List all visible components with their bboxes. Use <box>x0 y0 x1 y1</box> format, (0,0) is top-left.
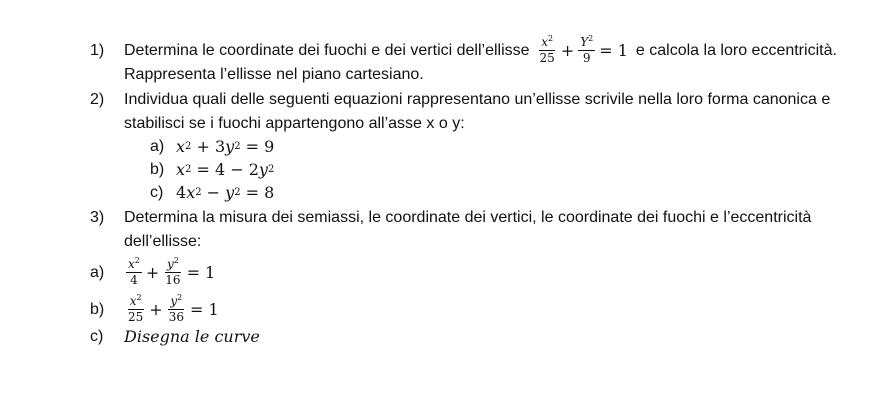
eq-b-var-y: y <box>258 160 268 179</box>
exercise-1-text-before: Determina le coordinate dei fuochi e dei vertici dell’ellisse <box>124 41 530 59</box>
exercise-3-a-fraction-y <box>163 258 182 287</box>
exercise-1-equation <box>536 36 630 65</box>
ex3-b-f1-den: 25 <box>128 310 144 324</box>
exercise-2-line-1 <box>90 90 830 110</box>
ex3-b-equals: = 1 <box>189 299 219 319</box>
exercise-3-a-fraction-x <box>126 258 142 287</box>
exercise-3-line-1 <box>90 208 811 228</box>
ex3-b-f2-den: 36 <box>168 310 184 324</box>
exercise-3-item-c <box>90 327 260 347</box>
ex3-a-f2-den: 16 <box>165 273 181 287</box>
exercise-1-frac1-var: x <box>541 35 549 49</box>
eq-c-rhs: = 8 <box>240 183 275 202</box>
exercise-3-text-1: Determina la misura dei semiassi, le coordinate dei vertici, le coordinate dei fuochi e l’eccentricità <box>124 209 812 226</box>
exercise-3-line-2: dell’ellisse: <box>124 233 202 250</box>
eq-b-mid: = 4 − 2 <box>191 160 259 179</box>
exercise-3-b-fraction-y <box>167 295 186 324</box>
exercise-1-number: 1) <box>90 41 105 59</box>
exercise-2-text-1: Individua quali delle seguenti equazioni rappresentano un’ellisse scrivile nella loro forma canonica e <box>124 91 831 108</box>
exercise-1-frac2-den: 9 <box>582 51 591 65</box>
eq-c-var-y: y <box>225 183 235 202</box>
ex3-b-f2-var: y <box>170 294 178 308</box>
eq-c-coef: 4 <box>176 183 187 202</box>
exercise-2-item-c-equation: 4 x 2 − y 2 = 8 <box>176 183 275 202</box>
eq-a-var-y: y <box>225 137 235 156</box>
eq-c-var-x: x <box>186 183 196 202</box>
exercise-1-frac1-den: 25 <box>539 51 555 65</box>
ex3-a-f1-exp: 2 <box>134 256 140 265</box>
exercise-3-item-b <box>90 295 221 324</box>
exercise-3-item-a <box>90 258 217 287</box>
exercise-2-item-a-label: a) <box>150 138 165 155</box>
exercise-3-item-a-label: a) <box>90 263 105 281</box>
exercise-2-item-b <box>150 160 274 180</box>
exercise-2-line-2: stabilisci se i fuochi appartengono all’asse x o y: <box>124 115 465 132</box>
exercise-3-item-c-label: c) <box>90 328 104 345</box>
ex3-a-f2-var: y <box>166 257 174 271</box>
exercise-1-equals: = 1 <box>599 40 628 60</box>
eq-c-minus: − <box>201 183 226 202</box>
exercise-3-item-c-text: Disegna le curve <box>124 327 260 346</box>
ex3-a-plus: + <box>145 262 160 282</box>
exercise-1-line-1 <box>90 36 837 65</box>
exercise-1-line-2: Rappresenta l’ellisse nel piano cartesiano. <box>124 66 424 83</box>
eq-a-var-x: x <box>176 137 186 156</box>
exercise-2-number: 2) <box>90 91 105 108</box>
exercise-3-item-b-label: b) <box>90 300 105 318</box>
exercise-1-frac2-var: Y <box>580 35 589 49</box>
exercise-2-item-a-equation: x 2 + 3 y 2 = 9 <box>176 137 275 156</box>
exercise-2-item-b-equation: x 2 = 4 − 2 y 2 <box>176 160 275 179</box>
ex3-a-f1-var: x <box>128 257 135 271</box>
ex3-b-f1-var: x <box>129 294 137 308</box>
exercise-3-number: 3) <box>90 209 105 226</box>
exercise-1-fraction-y <box>578 36 595 65</box>
ex3-a-f1-den: 4 <box>130 273 138 287</box>
eq-b-var-x: x <box>176 160 186 179</box>
ex3-b-f1-exp: 2 <box>136 293 142 302</box>
exercise-2-item-a <box>150 137 274 157</box>
ex3-a-f2-exp: 2 <box>173 256 179 265</box>
exercise-2-item-b-label: b) <box>150 161 165 178</box>
exercise-1-text-after: e calcola la loro eccentricità. <box>635 41 837 59</box>
ex3-a-equals: = 1 <box>186 262 216 282</box>
exercise-1-frac2-exp: 2 <box>588 34 594 43</box>
ex3-b-plus: + <box>149 299 163 319</box>
eq-a-coef: + 3 <box>191 137 226 156</box>
exercise-1-fraction-x <box>538 36 557 65</box>
exercise-1-frac1-exp: 2 <box>548 34 554 43</box>
exercise-3-b-fraction-x <box>126 295 145 324</box>
exercise-2-item-c-label: c) <box>150 184 164 201</box>
eq-a-rhs: = 9 <box>240 137 275 156</box>
ex3-b-f2-exp: 2 <box>177 293 183 302</box>
exercise-2-item-c <box>150 183 274 203</box>
exercise-1-plus: + <box>560 40 575 60</box>
